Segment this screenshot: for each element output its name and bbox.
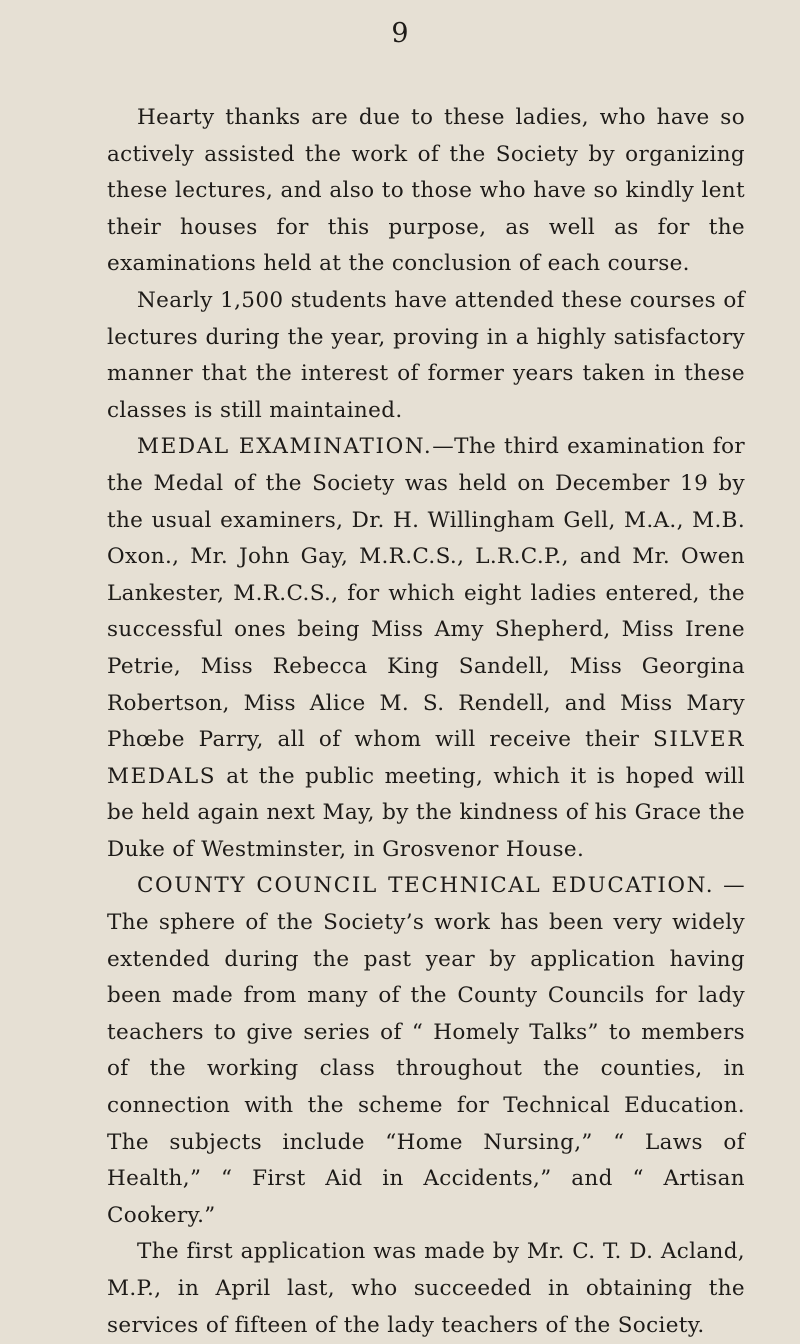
medal-examination-heading: MEDAL EXAMINATION.	[137, 434, 433, 460]
body-text	[107, 100, 745, 1344]
paragraph-students: Nearly 1,500 students have attended these courses of lectures during the year, proving in a highly satisfactory manner that the interest of former years taken in these classes is still maintained.	[107, 287, 745, 423]
county-council-heading: COUNTY COUNCIL TECHNICAL EDUCATION.	[137, 873, 715, 899]
paragraph-county-council	[107, 868, 745, 1234]
silver-medals-emphasis: SILVER MEDALS	[107, 727, 745, 789]
paragraph-thanks: Hearty thanks are due to these ladies, who have so actively assisted the work of the Society by organizing these lectures, and also to those who have so kindly lent their houses for this purpose, as well as for the examinations held at the conclusion of each course.	[107, 105, 745, 277]
medal-examination-text: —The third examination for the Medal of the Society was held on December 19 by the usual examiners, Dr. H. Willingham Gell, M.A., M.B. Oxon., Mr. John Gay, M.R.C.S., L.R.C.P., and Mr. Owen Lankester, M.R.C.S., for which eight ladies entered, the successful ones being Miss Amy Shepherd, Miss Irene Petrie, Miss Rebecca King Sandell, Miss Georgina Robertson, Miss Alice M. S. Rendell, and Miss Mary Phœbe Parry, all of whom will receive their	[107, 434, 745, 753]
medal-examination-text-after: at the public meeting, which it is hoped will be held again next May, by the kindness of his Grace the Duke of Westminster, in Grosvenor House.	[107, 763, 745, 862]
county-council-text: —The sphere of the Society’s work has been very widely extended during the past year by application having been made from many of the County Councils for lady teachers to give series of “ Homely Talks” to members of the working class throughout the counties, in connection with the scheme for Technical Education. The subjects include “Home Nursing,” “ Laws of Health,” “ First Aid in Accidents,” and “ Artisan Cookery.”	[107, 873, 745, 1228]
paragraph-medal-examination	[107, 429, 745, 868]
page-number: 9	[391, 18, 409, 49]
paragraph-first-application: The first application was made by Mr. C. T. D. Acland, M.P., in April last, who succeeded in obtaining the services of fifteen of the lady teachers of the Society.	[107, 1239, 745, 1338]
